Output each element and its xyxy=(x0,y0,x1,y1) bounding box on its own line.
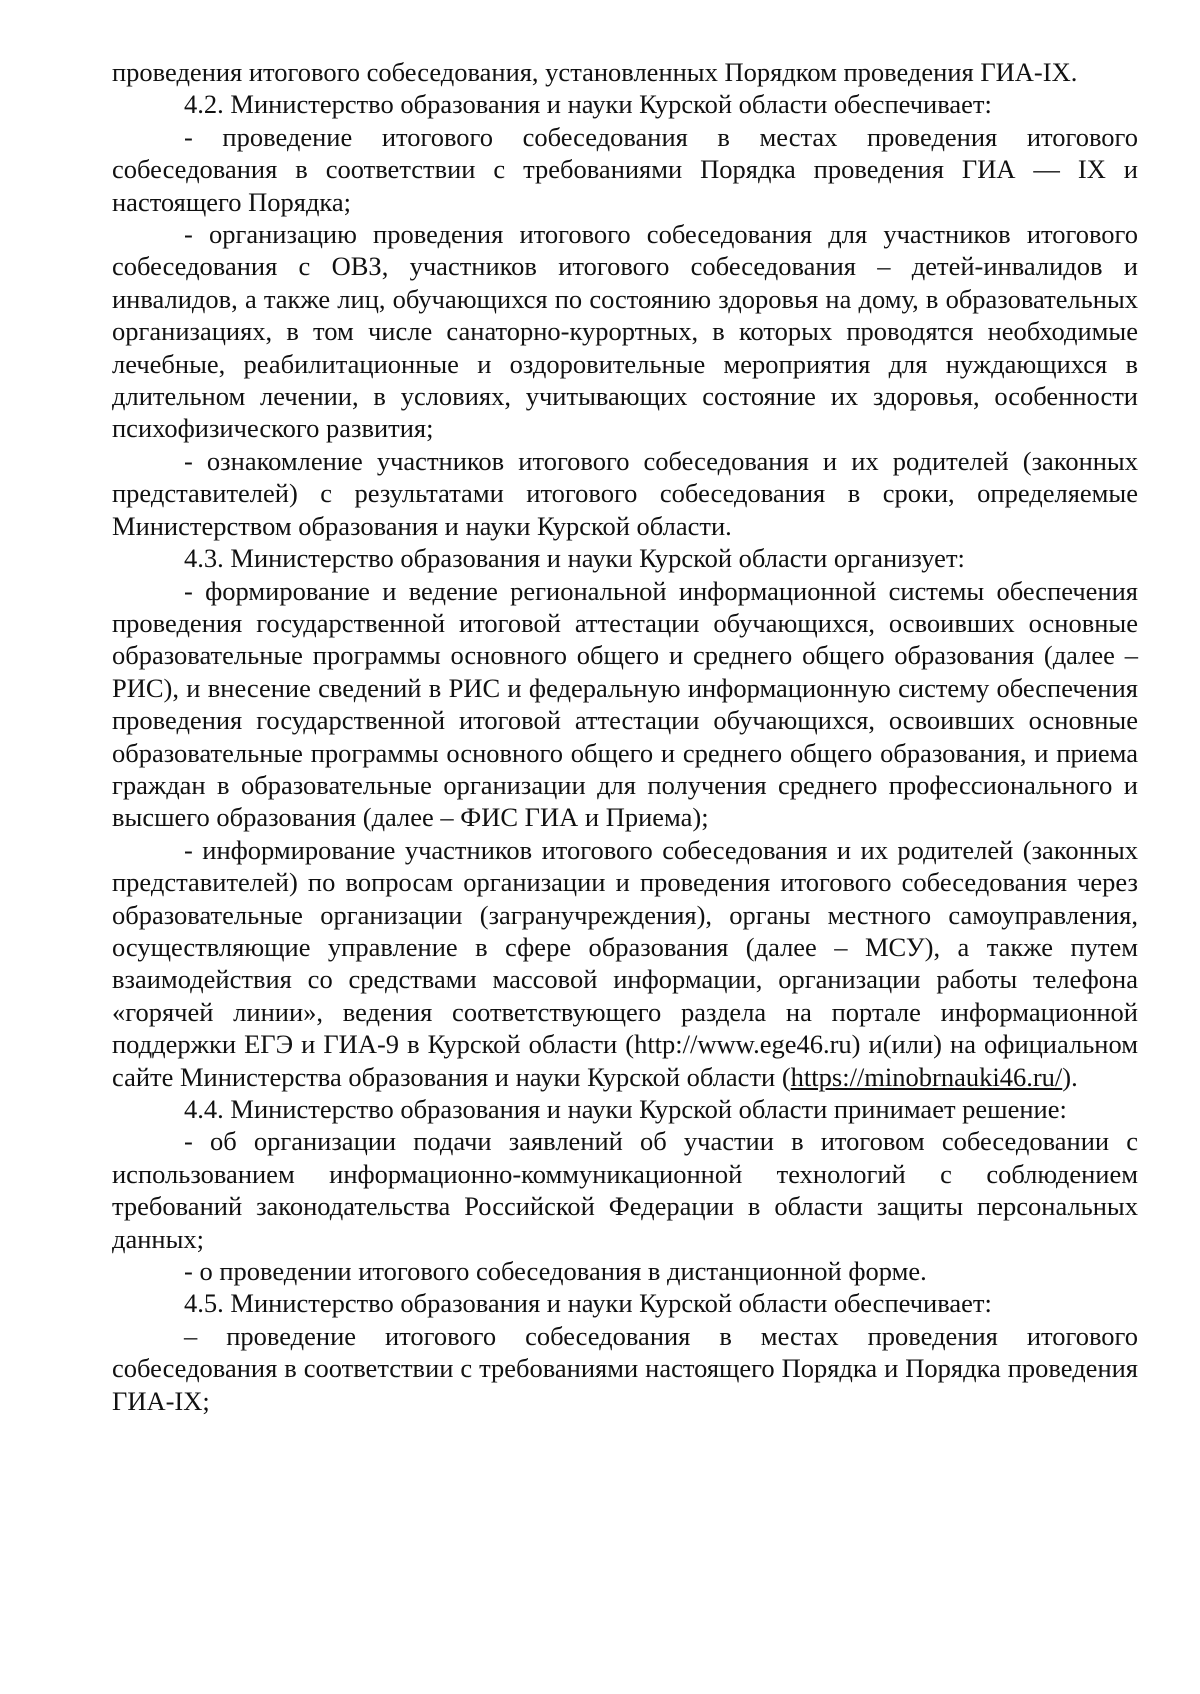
section-heading-4-4: 4.4. Министерство образования и науки Курской области принимает решение: xyxy=(184,1094,1067,1124)
list-item: - ознакомление участников итогового собеседования и их родителей (законных представителей) с результатами итогового собеседования в сроки, определяемые Министерством образования и науки Курской области. xyxy=(112,445,1138,541)
list-item: – проведение итогового собеседования в местах проведения итогового собеседования в соответствии с требованиями настоящего Порядка и Порядка проведения ГИА-IX; xyxy=(112,1320,1138,1416)
informing-text-end: ). xyxy=(1062,1061,1078,1092)
list-item-informing xyxy=(112,834,1138,1093)
ministry-site-link[interactable]: https://minobrnauki46.ru/ xyxy=(790,1061,1063,1092)
section-heading-4-2: 4.2. Министерство образования и науки Курской области обеспечивает: xyxy=(184,89,992,120)
section-heading-4-5: 4.5. Министерство образования и науки Курской области обеспечивает: xyxy=(184,1288,992,1319)
list-item: - об организации подачи заявлений об участии в итоговом собеседовании с использованием информационно-коммуникационной технологий с соблюдением требований законодательства Российской Федерации в области защиты персональных данных; xyxy=(112,1126,1138,1254)
list-item: - проведение итогового собеседования в местах проведения итогового собеседования в соответствии с требованиями Порядка проведения ГИА — IX и настоящего Порядка; xyxy=(112,121,1138,217)
list-item: - организацию проведения итогового собеседования для участников итогового собеседования с ОВЗ, участников итогового собеседования – детей-инвалидов и инвалидов, а также лиц, обучающихся по состоянию здоровья на дому, в образовательных организациях, в том числе санаторно-курортных, в которых проводятся необходимые лечебные, реабилитационные и оздоровительные мероприятия для нуждающихся в длительном лечении, в условиях, учитывающих состояние их здоровья, особенности психофизического развития; xyxy=(112,219,1138,444)
informing-text: - информирование участников итогового собеседования и их родителей (законных представителей) по вопросам организации и проведения итогового собеседования через образовательные организации (загранучреждения), органы местного самоуправления, осуществляющие управление в сфере образования (далее – МСУ), а также путем взаимодействия со средствами массовой информации, организации работы телефона «горячей линии», ведения соответствующего раздела на портале информационной поддержки ЕГЭ и ГИА-9 в Курской области (http://www.ege46.ru) и(или) на официальном сайте Министерства образования и науки Курской области ( xyxy=(112,834,1138,1092)
list-item: - формирование и ведение региональной информационной системы обеспечения проведения государственной итоговой аттестации обучающихся, освоивших основные образовательные программы основного общего и среднего общего образования (далее – РИС), и внесение сведений в РИС и федеральную информационную систему обеспечения проведения государственной итоговой аттестации обучающихся, освоивших основные образовательные программы основного общего и среднего общего образования, и приема граждан в образовательные организации для получения среднего профессионального и высшего образования (далее – ФИС ГИА и Приема); xyxy=(112,575,1138,833)
section-heading-4-3: 4.3. Министерство образования и науки Курской области организует: xyxy=(184,543,965,574)
paragraph-continuation: проведения итогового собеседования, установленных Порядком проведения ГИА-IX. xyxy=(112,57,1078,87)
list-item: - о проведении итогового собеседования в дистанционной форме. xyxy=(184,1256,927,1287)
document-page xyxy=(112,56,1138,1417)
